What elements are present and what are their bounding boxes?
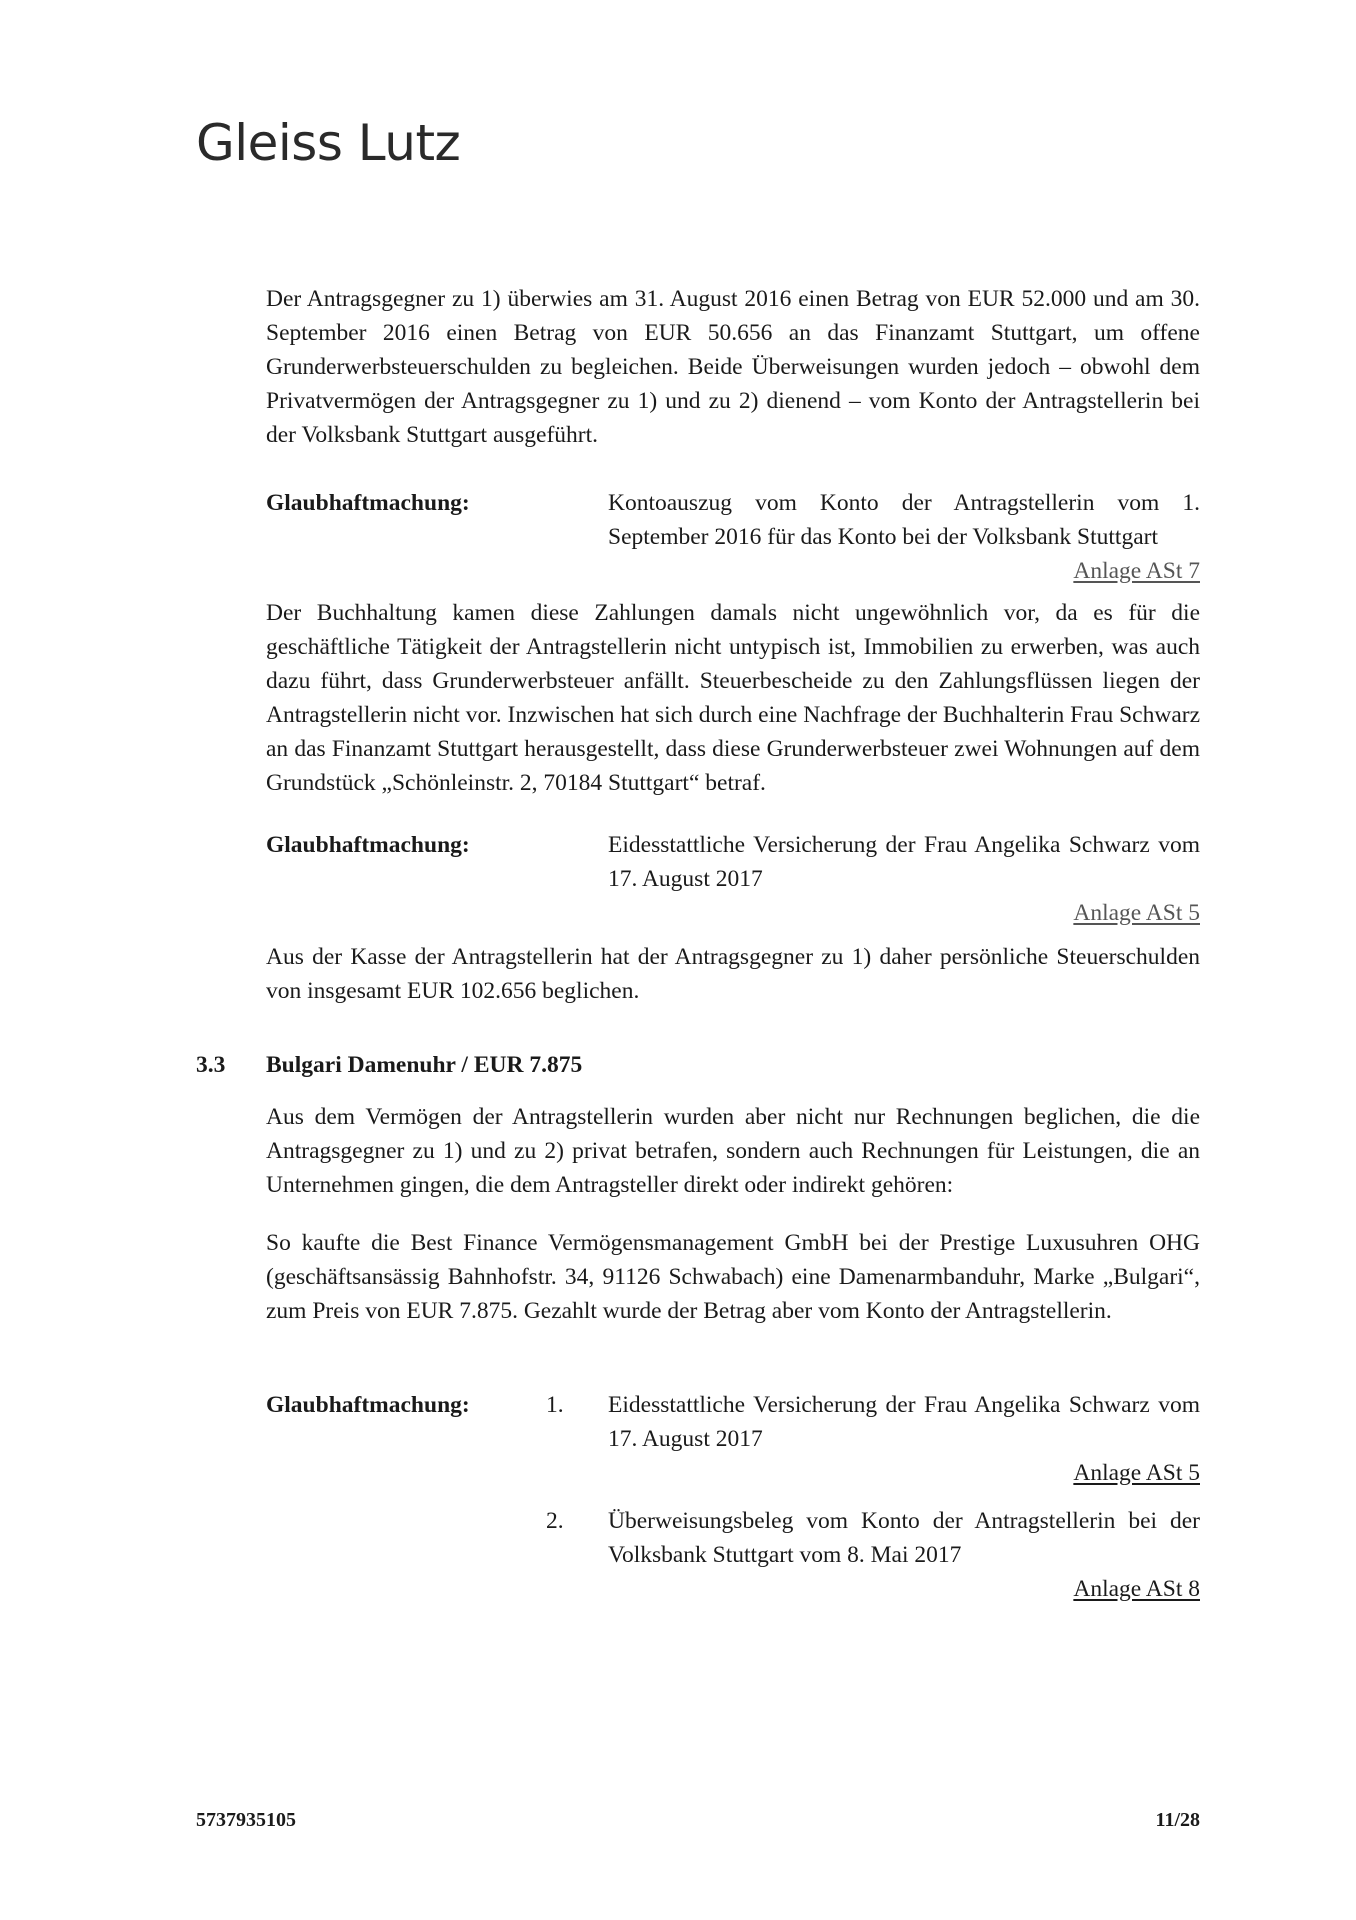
evidence-item-text-2: Überweisungsbeleg vom Konto der Antragstellerin bei der Volksbank Stuttgart vom 8. Mai 2017 [608, 1508, 1200, 1568]
evidence-item-number-2: 2. [546, 1508, 564, 1534]
evidence-item-number-1: 1. [546, 1392, 564, 1418]
firm-logo: Gleiss Lutz [196, 114, 461, 172]
paragraph-watch-purchase: So kaufte die Best Finance Vermögensmanagement GmbH bei der Prestige Luxusuhren OHG (geschäftsansässig Bahnhofstr. 34, 91126 Schwabach) eine Damenarmbanduhr, Marke „Bulgari“, zum Preis von EUR 7.875. Gezahlt wurde der Betrag aber vom Konto der Antragstellerin. [266, 1230, 1200, 1324]
exhibit-reference-2: Anlage ASt 5 [1073, 900, 1200, 926]
exhibit-reference-4: Anlage ASt 8 [1073, 1576, 1200, 1602]
exhibit-reference-3: Anlage ASt 5 [1073, 1460, 1200, 1486]
evidence-label-3: Glaubhaftmachung: [266, 1392, 470, 1418]
section-number: 3.3 [196, 1052, 226, 1078]
evidence-item-text-1: Eidesstattliche Versicherung der Frau Angelika Schwarz vom 17. August 2017 [608, 1392, 1200, 1452]
evidence-label-2: Glaubhaftmachung: [266, 832, 470, 858]
paragraph-tax-debts: Aus der Kasse der Antragstellerin hat der Antragsgegner zu 1) daher persönliche Steuerschulden von insgesamt EUR 102.656 beglichen. [266, 944, 1200, 1004]
section-title: Bulgari Damenuhr / EUR 7.875 [266, 1052, 583, 1078]
page-number: 11/28 [1155, 1809, 1200, 1831]
evidence-text-1: Kontoauszug vom Konto der Antragstellerin vom 1. September 2016 für das Konto bei der Volksbank Stuttgart [608, 490, 1200, 550]
paragraph-bookkeeping: Der Buchhaltung kamen diese Zahlungen damals nicht ungewöhnlich vor, da es für die geschäftliche Tätigkeit der Antragstellerin nicht untypisch ist, Immobilien zu erwerben, was auch dazu führt, dass Grunderwerbsteuer anfällt. Steuerbescheide zu den Zahlungsflüssen liegen der Antragstellerin nicht vor. Inzwischen hat sich durch eine Nachfrage der Buchhalterin Frau Schwarz an das Finanzamt Stuttgart herausgestellt, dass diese Grunderwerbsteuer zwei Wohnungen auf dem Grundstück „Schönleinstr. 2, 70184 Stuttgart“ betraf. [266, 600, 1200, 796]
paragraph-company-invoices: Aus dem Vermögen der Antragstellerin wurden aber nicht nur Rechnungen beglichen, die die Antragsgegner zu 1) und zu 2) privat betrafen, sondern auch Rechnungen für Leistungen, die an Unternehmen gingen, die dem Antragsteller direkt oder indirekt gehören: [266, 1104, 1200, 1198]
paragraph-transfers: Der Antragsgegner zu 1) überwies am 31. August 2016 einen Betrag von EUR 52.000 und am 30. September 2016 einen Betrag von EUR 50.656 an das Finanzamt Stuttgart, um offene Grunderwerbsteuerschulden zu begleichen. Beide Überweisungen wurden jedoch – obwohl dem Privatvermögen der Antragsgegner zu 1) und zu 2) dienend – vom Konto der Antragstellerin bei der Volksbank Stuttgart ausgeführt. [266, 286, 1200, 448]
document-id: 5737935105 [196, 1809, 296, 1831]
evidence-text-2: Eidesstattliche Versicherung der Frau Angelika Schwarz vom 17. August 2017 [608, 832, 1200, 892]
exhibit-reference-1: Anlage ASt 7 [1073, 558, 1200, 584]
evidence-label-1: Glaubhaftmachung: [266, 490, 470, 516]
